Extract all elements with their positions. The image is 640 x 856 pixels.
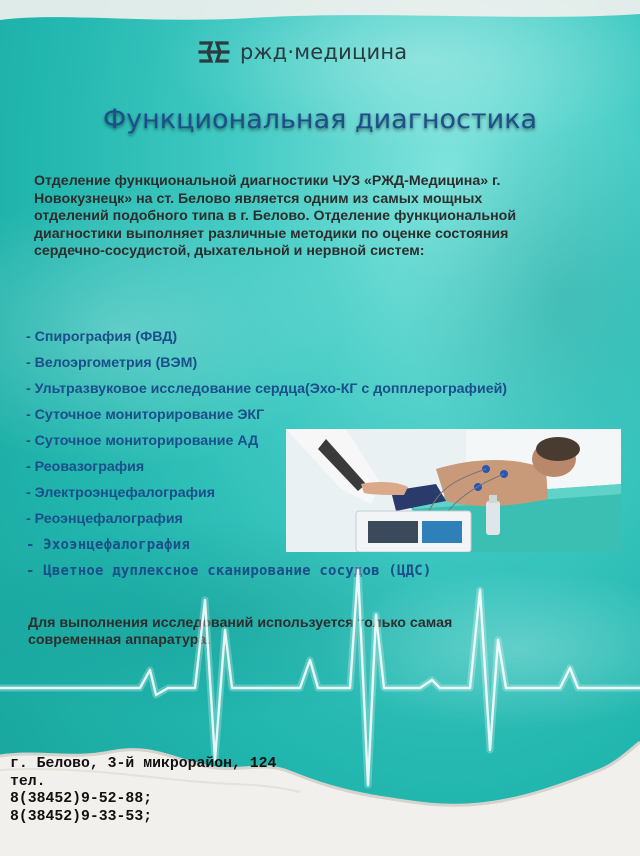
address: г. Белово, 3-й микрорайон, 124 [10, 756, 277, 772]
brand-name: ржд·медицина [240, 40, 408, 64]
list-item: - Эхоэнцефалография [26, 537, 190, 553]
list-item: - Реовазография [26, 459, 145, 475]
contacts-block [10, 756, 276, 826]
list-item: - Цветное дуплексное сканирование сосудов (ЦДС) [26, 563, 432, 579]
list-item: - Суточное мониторирование ЭКГ [26, 407, 265, 423]
page-title: Функциональная диагностика [102, 104, 538, 135]
list-item: - Электроэнцефалография [26, 485, 216, 501]
list-item: - Суточное мониторирование АД [26, 433, 259, 449]
phone-label: тел. [10, 773, 46, 790]
intro-paragraph: Отделение функциональной диагностики ЧУЗ «РЖД-Медицина» г. Новокузнецк» на ст. Белово является одним из самых мощных отделений подобного типа в г. Белово. Отделение функциональной диагностики выполняет различные методики по оценке состояния сердечно-сосудистой, дыхательной и нервной систем: [34, 173, 517, 259]
brand-logo [198, 36, 407, 68]
list-item: - Реоэнцефалография [26, 511, 183, 527]
list-item: - Велоэргометрия (ВЭМ) [26, 355, 198, 371]
equipment-note: Для выполнения исследований используется только самая современная аппаратура. [28, 615, 453, 648]
phone-number[interactable]: 8(38452)9-52-88; [10, 791, 153, 807]
list-item: - Спирография (ФВД) [26, 329, 178, 345]
phone-number[interactable]: 8(38452)9-33-53; [10, 808, 153, 825]
diagnostics-photo [286, 429, 621, 552]
rzd-logo-icon [198, 36, 230, 68]
list-item: - Ультразвуковое исследование сердца(Эхо-КГ с допплерографией) [26, 381, 508, 397]
